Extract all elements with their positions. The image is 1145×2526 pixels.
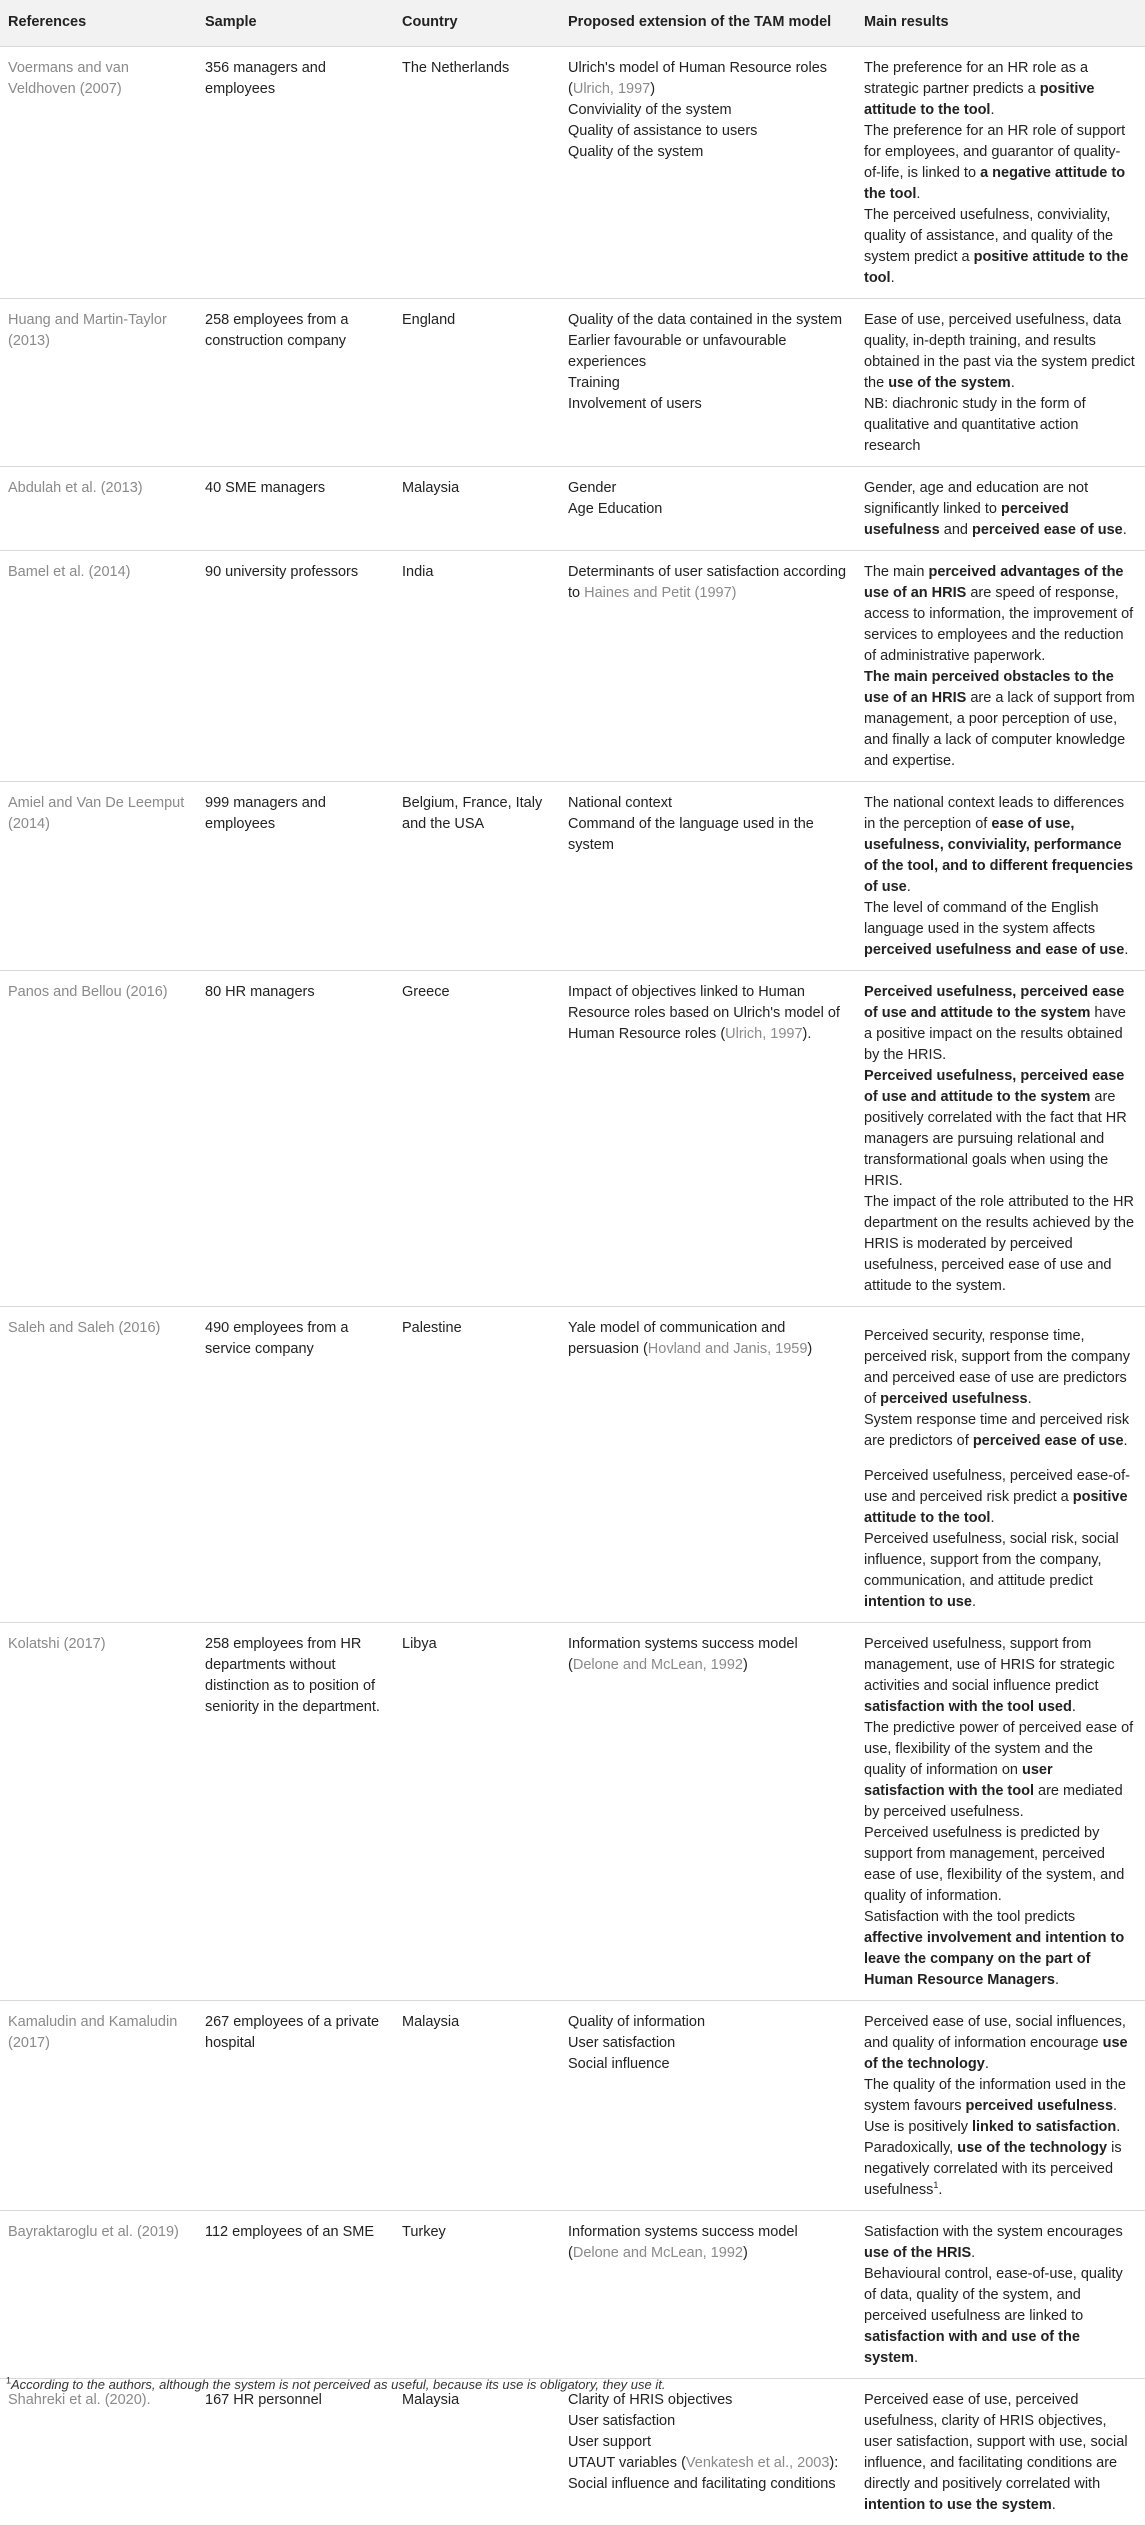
extension-line bbox=[568, 478, 848, 499]
result-line bbox=[864, 1466, 1137, 1529]
table-row bbox=[0, 2211, 1145, 2379]
header-results: Main results bbox=[864, 14, 949, 30]
extension-line bbox=[568, 373, 848, 394]
text-run: Paradoxically, bbox=[864, 2140, 958, 2156]
text-run: Information systems success model ( bbox=[568, 2224, 798, 2261]
text-run: The preference for an HR role as a strategic partner predicts a bbox=[864, 60, 1089, 97]
emphasis-text: positive attitude to the tool bbox=[864, 249, 1129, 286]
reference-cell[interactable]: Amiel and Van De Leemput (2014) bbox=[0, 782, 197, 971]
text-run: . bbox=[1071, 1699, 1076, 1715]
footnote-text: According to the authors, although the system is not perceived as useful, because its use is obligatory, they use it. bbox=[11, 2377, 666, 2392]
sample-cell: 112 employees of an SME bbox=[197, 2211, 394, 2379]
text-run: User satisfaction bbox=[568, 2413, 676, 2429]
text-run: have a positive impact on the results obtained by the HRIS. bbox=[864, 1005, 1126, 1063]
footnote-marker: 1 bbox=[6, 2375, 12, 2386]
reference-cell[interactable]: Shahreki et al. (2020). bbox=[0, 2379, 197, 2526]
result-line bbox=[864, 205, 1137, 289]
reference-cell[interactable]: Saleh and Saleh (2016) bbox=[0, 1307, 197, 1623]
text-run: ) bbox=[807, 1341, 813, 1357]
extension-line bbox=[568, 1634, 848, 1676]
text-run: Determinants of user satisfaction according to bbox=[568, 564, 847, 601]
reference-cell[interactable]: Bamel et al. (2014) bbox=[0, 551, 197, 782]
sample-cell: 258 employees from a construction company bbox=[197, 299, 394, 467]
result-line bbox=[864, 394, 1137, 457]
result-line bbox=[864, 2117, 1137, 2138]
text-run: The preference for an HR role of support for employees, and guarantor of quality-of-life, is linked to bbox=[864, 123, 1126, 181]
reference-cell[interactable]: Abdulah et al. (2013) bbox=[0, 467, 197, 551]
text-run: Social influence bbox=[568, 2056, 670, 2072]
extension-line bbox=[568, 562, 848, 604]
text-run: The level of command of the English language used in the system affects bbox=[864, 900, 1099, 937]
results-cell bbox=[856, 299, 1145, 467]
extension-line bbox=[568, 2411, 848, 2432]
result-line bbox=[864, 2264, 1137, 2369]
citation-link[interactable]: Venkatesh et al., 2003 bbox=[685, 2455, 830, 2471]
result-line bbox=[864, 2012, 1137, 2075]
results-cell bbox=[856, 2001, 1145, 2211]
text-run: User support bbox=[568, 2434, 652, 2450]
result-line bbox=[864, 1634, 1137, 1718]
result-line bbox=[864, 1907, 1137, 1991]
emphasis-text: user satisfaction with the tool bbox=[864, 1762, 1053, 1799]
emphasis-text: intention to use the system bbox=[864, 2497, 1052, 2513]
text-run: . bbox=[971, 1594, 976, 1610]
results-cell bbox=[856, 47, 1145, 299]
results-cell bbox=[856, 2379, 1145, 2526]
text-run: and bbox=[939, 522, 972, 538]
text-run: Command of the language used in the system bbox=[568, 816, 814, 853]
result-line bbox=[864, 2075, 1137, 2117]
text-run: . bbox=[890, 270, 895, 286]
sample-cell: 267 employees of a private hospital bbox=[197, 2001, 394, 2211]
emphasis-text: positive attitude to the tool bbox=[864, 81, 1095, 118]
result-line bbox=[864, 1326, 1137, 1410]
country-cell: India bbox=[394, 551, 560, 782]
text-run: Quality of assistance to users bbox=[568, 123, 758, 139]
text-run: . bbox=[916, 186, 921, 202]
text-run: The quality of the information used in the system favours bbox=[864, 2077, 1126, 2114]
sample-cell: 356 managers and employees bbox=[197, 47, 394, 299]
result-line bbox=[864, 898, 1137, 961]
text-run: . bbox=[971, 2245, 976, 2261]
extension-line bbox=[568, 2054, 848, 2075]
header-sample: Sample bbox=[205, 14, 257, 30]
extension-cell bbox=[560, 2001, 856, 2211]
results-cell bbox=[856, 2211, 1145, 2379]
country-cell: Malaysia bbox=[394, 2001, 560, 2211]
extension-line bbox=[568, 58, 848, 100]
text-run: Perceived usefulness, perceived ease-of-use and perceived risk predict a bbox=[864, 1468, 1130, 1505]
text-run: are positively correlated with the fact that HR managers are pursuing relational and transformational goals when using the HRIS. bbox=[864, 1089, 1127, 1189]
text-run: . bbox=[1113, 2098, 1118, 2114]
result-line bbox=[864, 1529, 1137, 1613]
text-run: Quality of the data contained in the system bbox=[568, 312, 843, 328]
emphasis-text: linked to satisfaction bbox=[971, 2119, 1117, 2135]
result-line bbox=[864, 1718, 1137, 1823]
results-cell bbox=[856, 782, 1145, 971]
result-line bbox=[864, 2222, 1137, 2264]
extension-line bbox=[568, 394, 848, 415]
result-line bbox=[864, 1066, 1137, 1192]
emphasis-text: perceived ease of use bbox=[972, 522, 1123, 538]
text-run: The perceived usefulness, conviviality, quality of assistance, and quality of the system predict a bbox=[864, 207, 1114, 265]
extension-cell bbox=[560, 2211, 856, 2379]
extension-line bbox=[568, 499, 848, 520]
emphasis-text: use of the system bbox=[888, 375, 1011, 391]
text-run: NB: diachronic study in the form of qualitative and quantitative action research bbox=[864, 396, 1086, 454]
extension-line bbox=[568, 982, 848, 1045]
emphasis-text: Perceived usefulness, perceived ease of use and attitude to the system bbox=[864, 984, 1125, 1021]
header-extension: Proposed extension of the TAM model bbox=[568, 14, 832, 30]
text-run: Impact of objectives linked to Human Resource roles based on Ulrich's model of Human Resource roles ( bbox=[568, 984, 840, 1042]
citation-link[interactable]: Haines and Petit (1997) bbox=[584, 585, 737, 601]
sample-cell: 999 managers and employees bbox=[197, 782, 394, 971]
table-row bbox=[0, 551, 1145, 782]
table-row bbox=[0, 2001, 1145, 2211]
country-cell: Malaysia bbox=[394, 467, 560, 551]
extension-cell bbox=[560, 299, 856, 467]
text-run: The predictive power of perceived ease of use, flexibility of the system and the quality of information on bbox=[864, 1720, 1134, 1778]
extension-line bbox=[568, 142, 848, 163]
extension-line bbox=[568, 2432, 848, 2453]
extension-cell bbox=[560, 551, 856, 782]
text-run: ) bbox=[742, 2245, 748, 2261]
text-run: . bbox=[938, 2182, 943, 2198]
result-line bbox=[864, 2138, 1137, 2201]
emphasis-text: satisfaction with the tool used bbox=[864, 1699, 1072, 1715]
extension-line bbox=[568, 331, 848, 373]
text-run: Ulrich's model of Human Resource roles ( bbox=[568, 60, 828, 97]
country-cell: Belgium, France, Italy and the USA bbox=[394, 782, 560, 971]
reference-cell[interactable]: Huang and Martin-Taylor (2013) bbox=[0, 299, 197, 467]
text-run: Behavioural control, ease-of-use, quality of data, quality of the system, and perceived usefulness are linked to bbox=[864, 2266, 1123, 2324]
reference-cell[interactable]: Panos and Bellou (2016) bbox=[0, 971, 197, 1307]
table-row bbox=[0, 1623, 1145, 2001]
text-run: . bbox=[1054, 1972, 1060, 1988]
text-run: Information systems success model ( bbox=[568, 1636, 798, 1673]
results-cell bbox=[856, 1623, 1145, 2001]
extension-cell bbox=[560, 971, 856, 1307]
emphasis-text: perceived ease of use bbox=[972, 1433, 1124, 1449]
text-run: Perceived ease of use, perceived usefulness, clarity of HRIS objectives, user satisfaction, support with use, social influence, and facilitating conditions are directly and positively correlated with bbox=[864, 2392, 1128, 2492]
sample-cell: 167 HR personnel bbox=[197, 2379, 394, 2526]
text-run: The impact of the role attributed to the HR department on the results achieved by the HRIS is moderated by perceived usefulness, perceived ease of use and attitude to the system. bbox=[864, 1194, 1135, 1294]
extension-cell bbox=[560, 782, 856, 971]
text-run: Perceived security, response time, perceived risk, support from the company and perceived ease of use are predictors of bbox=[864, 1328, 1130, 1407]
result-line bbox=[864, 58, 1137, 121]
extension-cell bbox=[560, 467, 856, 551]
text-run: National context bbox=[568, 795, 672, 811]
emphasis-text: The main perceived obstacles to the use of an HRIS bbox=[864, 669, 1114, 706]
extension-cell bbox=[560, 47, 856, 299]
emphasis-text: affective involvement and intention to leave the company on the part of Human Resource Managers bbox=[864, 1930, 1125, 1988]
sample-cell: 90 university professors bbox=[197, 551, 394, 782]
sample-cell: 258 employees from HR departments without distinction as to position of seniority in the department. bbox=[197, 1623, 394, 2001]
text-run: Perceived ease of use, social influences, and quality of information encourage bbox=[864, 2014, 1126, 2051]
results-cell bbox=[856, 971, 1145, 1307]
footnote bbox=[6, 2377, 665, 2392]
emphasis-text: perceived usefulness bbox=[864, 501, 1069, 538]
emphasis-text: perceived usefulness bbox=[880, 1391, 1028, 1407]
header-country: Country bbox=[402, 14, 458, 30]
text-run: . bbox=[1051, 2497, 1056, 2513]
extension-line bbox=[568, 2033, 848, 2054]
result-line bbox=[864, 1192, 1137, 1297]
table-header bbox=[0, 0, 1145, 47]
extension-line bbox=[568, 310, 848, 331]
text-run: . bbox=[1123, 1433, 1128, 1449]
extension-line bbox=[568, 2453, 848, 2495]
emphasis-text: ease of use, usefulness, conviviality, performance of the tool, and to different frequencies of use bbox=[864, 816, 1134, 895]
emphasis-text: a negative attitude to the tool bbox=[864, 165, 1126, 202]
text-run: Perceived usefulness, social risk, social influence, support from the company, communication, and attitude predict bbox=[864, 1531, 1119, 1589]
text-run: Perceived usefulness is predicted by support from management, perceived ease of use, flexibility of the system, and quality of information. bbox=[864, 1825, 1125, 1904]
text-run: Age Education bbox=[568, 501, 663, 517]
text-run: . bbox=[1122, 522, 1127, 538]
result-line bbox=[864, 478, 1137, 541]
text-run: Satisfaction with the tool predicts bbox=[864, 1909, 1076, 1925]
extension-line bbox=[568, 2390, 848, 2411]
sample-cell: 490 employees from a service company bbox=[197, 1307, 394, 1623]
table-row bbox=[0, 467, 1145, 551]
text-run: . bbox=[1027, 1391, 1032, 1407]
sample-cell: 80 HR managers bbox=[197, 971, 394, 1307]
result-line bbox=[864, 982, 1137, 1066]
text-run: Quality of information bbox=[568, 2014, 706, 2030]
text-run: Satisfaction with the system encourages bbox=[864, 2224, 1123, 2240]
result-line bbox=[864, 667, 1137, 772]
extension-line bbox=[568, 100, 848, 121]
text-run: . bbox=[990, 1510, 995, 1526]
text-run: ) bbox=[742, 1657, 748, 1673]
text-run: Perceived usefulness, support from management, use of HRIS for strategic activities and social influence predict bbox=[864, 1636, 1115, 1694]
text-run: Gender bbox=[568, 480, 617, 496]
extension-line bbox=[568, 2012, 848, 2033]
results-cell bbox=[856, 551, 1145, 782]
text-run: . bbox=[984, 2056, 989, 2072]
text-run: The main bbox=[864, 564, 929, 580]
text-run: . bbox=[1010, 375, 1015, 391]
reference-cell[interactable]: Bayraktaroglu et al. (2019) bbox=[0, 2211, 197, 2379]
table-body bbox=[0, 47, 1145, 2526]
emphasis-text: positive attitude to the tool bbox=[864, 1489, 1128, 1526]
country-cell: The Netherlands bbox=[394, 47, 560, 299]
extension-line bbox=[568, 814, 848, 856]
country-cell: Palestine bbox=[394, 1307, 560, 1623]
result-line bbox=[864, 1823, 1137, 1907]
text-run: . bbox=[1124, 942, 1129, 958]
emphasis-text: use of the technology bbox=[957, 2140, 1108, 2156]
extension-line bbox=[568, 2222, 848, 2264]
emphasis-text: use of the technology bbox=[864, 2035, 1128, 2072]
text-run: Earlier favourable or unfavourable experiences bbox=[568, 333, 787, 370]
result-line bbox=[864, 1410, 1137, 1452]
emphasis-text: satisfaction with and use of the system bbox=[864, 2329, 1080, 2366]
result-line bbox=[864, 310, 1137, 394]
citation-link[interactable]: Ulrich, 1997 bbox=[725, 1026, 803, 1042]
text-run: . bbox=[906, 879, 911, 895]
reference-cell[interactable]: Voermans and van Veldhoven (2007) bbox=[0, 47, 197, 299]
citation-link[interactable]: Ulrich, 1997 bbox=[572, 81, 651, 97]
text-run: ): Social influence and facilitating conditions bbox=[568, 2455, 839, 2492]
table-row bbox=[0, 971, 1145, 1307]
emphasis-text: perceived advantages of the use of an HRIS bbox=[864, 564, 1124, 601]
country-cell: Turkey bbox=[394, 2211, 560, 2379]
extension-line bbox=[568, 1318, 848, 1360]
text-run: ) bbox=[650, 81, 656, 97]
text-run: . bbox=[913, 2350, 919, 2366]
table-row bbox=[0, 1307, 1145, 1623]
header-references: References bbox=[8, 14, 87, 30]
text-run: are speed of response, access to information, the improvement of services to employees and the reduction of administrative paperwork. bbox=[864, 585, 1134, 664]
citation-link[interactable]: Hovland and Janis, 1959 bbox=[647, 1341, 808, 1357]
text-run: UTAUT variables ( bbox=[568, 2455, 686, 2471]
text-run: Quality of the system bbox=[568, 144, 704, 160]
citation-link[interactable]: Delone and McLean, 1992 bbox=[572, 1657, 743, 1673]
text-run: Yale model of communication and persuasion ( bbox=[568, 1320, 786, 1357]
footnote-ref: 1 bbox=[933, 2180, 939, 2191]
text-run: Ease of use, perceived usefulness, data quality, in-depth training, and results obtained in the past via the system predict the bbox=[864, 312, 1135, 391]
result-line bbox=[864, 121, 1137, 205]
sample-cell: 40 SME managers bbox=[197, 467, 394, 551]
extension-line bbox=[568, 793, 848, 814]
text-run: Conviviality of the system bbox=[568, 102, 732, 118]
country-cell: Libya bbox=[394, 1623, 560, 2001]
reference-cell[interactable]: Kolatshi (2017) bbox=[0, 1623, 197, 2001]
text-run: are mediated by perceived usefulness. bbox=[864, 1783, 1123, 1820]
text-run: The national context leads to differences in the perception of bbox=[864, 795, 1125, 832]
text-run: are a lack of support from management, a poor perception of use, and finally a lack of computer knowledge and expertise. bbox=[864, 690, 1135, 769]
result-line bbox=[864, 2390, 1137, 2516]
text-run: Gender, age and education are not significantly linked to bbox=[864, 480, 1089, 517]
table-row bbox=[0, 299, 1145, 467]
emphasis-text: perceived usefulness and ease of use bbox=[864, 942, 1125, 958]
country-cell: Malaysia bbox=[394, 2379, 560, 2526]
results-cell bbox=[856, 1307, 1145, 1623]
result-line bbox=[864, 793, 1137, 898]
citation-link[interactable]: Delone and McLean, 1992 bbox=[572, 2245, 743, 2261]
text-run: System response time and perceived risk are predictors of bbox=[864, 1412, 1130, 1449]
table-row bbox=[0, 47, 1145, 299]
header-row bbox=[0, 0, 1145, 47]
table-row bbox=[0, 2379, 1145, 2526]
extension-cell bbox=[560, 1307, 856, 1623]
emphasis-text: perceived usefulness bbox=[965, 2098, 1114, 2114]
results-cell bbox=[856, 467, 1145, 551]
reference-cell[interactable]: Kamaludin and Kamaludin (2017) bbox=[0, 2001, 197, 2211]
text-run: Clarity of HRIS objectives bbox=[568, 2392, 733, 2408]
emphasis-text: Perceived usefulness, perceived ease of use and attitude to the system bbox=[864, 1068, 1125, 1105]
result-line bbox=[864, 562, 1137, 667]
extension-cell bbox=[560, 1623, 856, 2001]
text-run: Involvement of users bbox=[568, 396, 702, 412]
text-run: . bbox=[1116, 2119, 1121, 2135]
emphasis-text: intention to use bbox=[864, 1594, 972, 1610]
extension-line bbox=[568, 121, 848, 142]
text-run: is negatively correlated with its perceived usefulness bbox=[864, 2140, 1122, 2198]
text-run: Training bbox=[568, 375, 620, 391]
country-cell: England bbox=[394, 299, 560, 467]
table-row bbox=[0, 782, 1145, 971]
text-run: User satisfaction bbox=[568, 2035, 676, 2051]
extension-cell bbox=[560, 2379, 856, 2526]
country-cell: Greece bbox=[394, 971, 560, 1307]
emphasis-text: use of the HRIS bbox=[864, 2245, 972, 2261]
text-run: Use is positively bbox=[864, 2119, 972, 2135]
text-run: . bbox=[990, 102, 995, 118]
text-run: ). bbox=[802, 1026, 812, 1042]
